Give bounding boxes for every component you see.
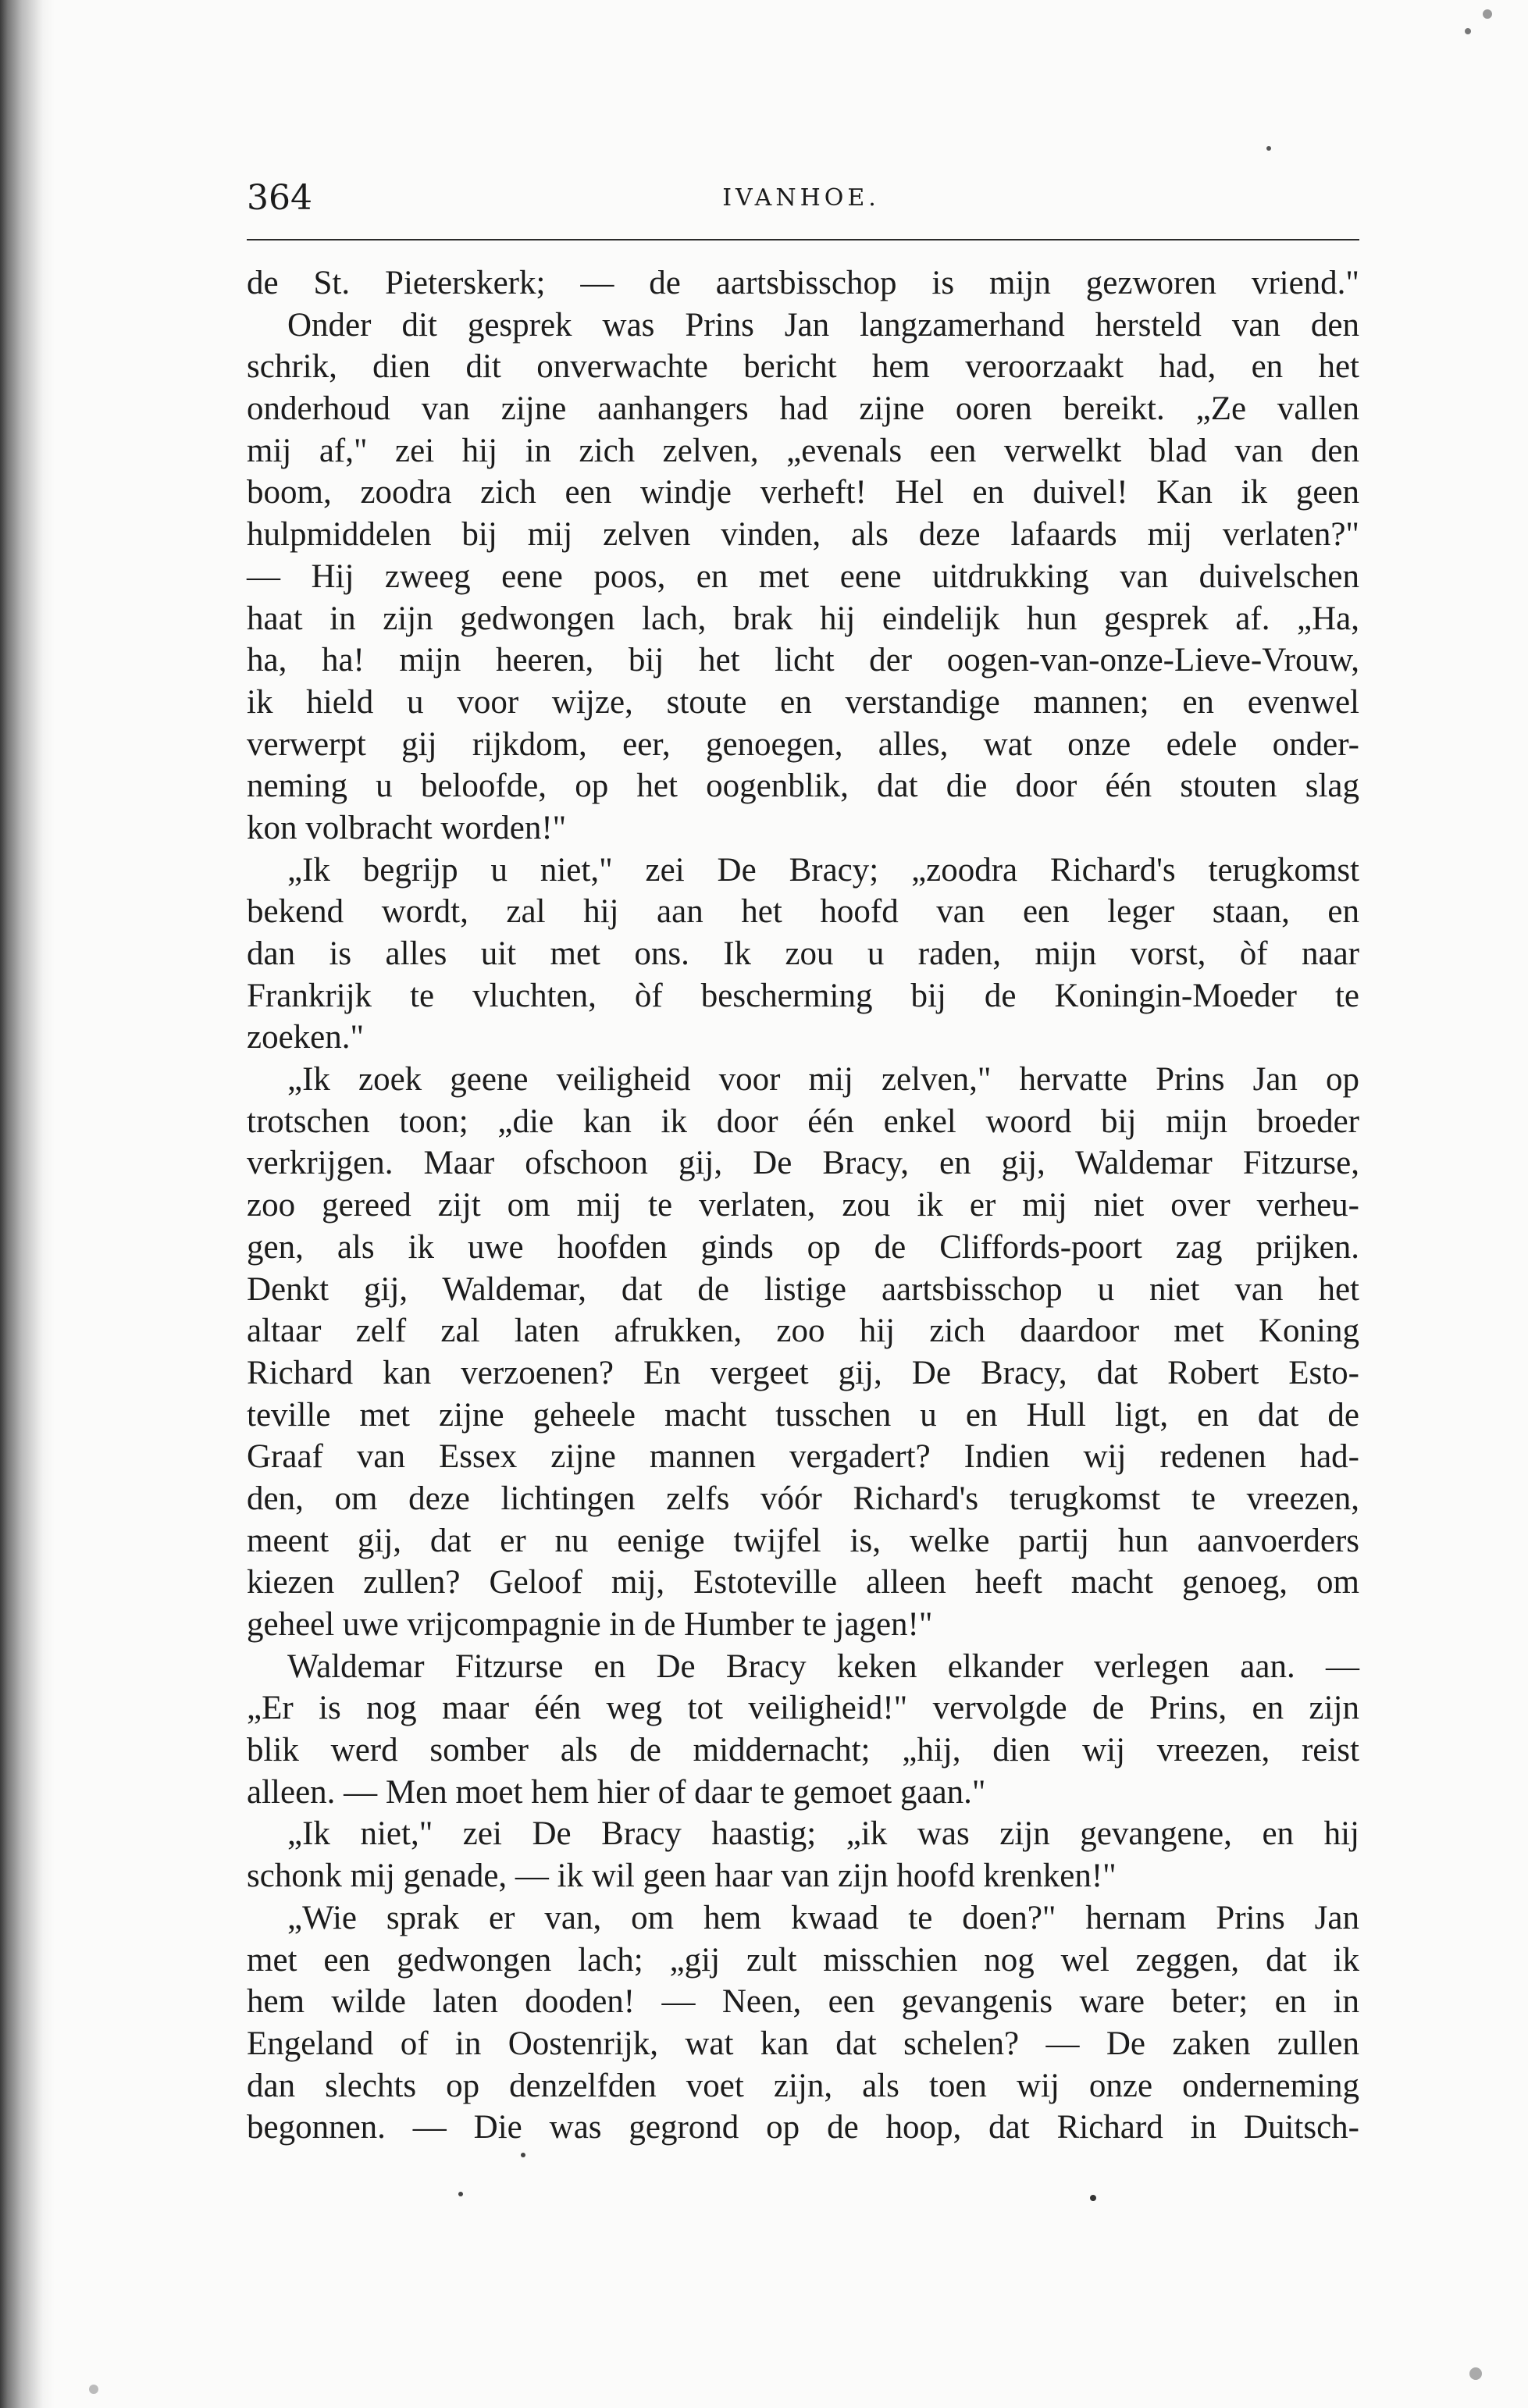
header-rule: [247, 239, 1359, 240]
text-line: Engeland of in Oostenrijk, wat kan dat schelen? — De zaken zullen: [247, 2025, 1359, 2062]
text-line: Denkt gij, Waldemar, dat de listige aartsbisschop u niet van het: [247, 1270, 1359, 1308]
text-line: schonk mij genade, — ik wil geen haar van zijn hoofd krenken!": [247, 1858, 1117, 1895]
text-line: kiezen zullen? Geloof mij, Estoteville alleen heeft macht genoeg, om: [247, 1564, 1359, 1601]
text-line: — Hij zweeg eene poos, en met eene uitdrukking van duivelschen: [247, 557, 1359, 595]
text-line: Richard kan verzoenen? En vergeet gij, De Bracy, dat Robert Esto-: [247, 1354, 1359, 1391]
text-line: Graaf van Essex zijne mannen vergadert? Indien wij redenen had-: [247, 1438, 1359, 1476]
text-line: meent gij, dat er nu eenige twijfel is, welke partij hun aanvoerders: [247, 1522, 1359, 1559]
text-line: Waldemar Fitzurse en De Bracy keken elkander verlegen aan. —: [287, 1647, 1359, 1685]
text-line: de St. Pieterskerk; — de aartsbisschop is mijn gezworen vriend.": [247, 265, 1359, 301]
text-line: ha, ha! mijn heeren, bij het licht der oogen-van-onze-Lieve-Vrouw,: [247, 642, 1359, 679]
text-line: trotschen toon; „die kan ik door één enkel woord bij mijn broeder: [247, 1102, 1359, 1140]
speck: [1090, 2195, 1096, 2201]
text-line: dan is alles uit met ons. Ik zou u raden, mijn vorst, òf naar: [247, 935, 1359, 972]
text-line: mij af," zei hij in zich zelven, „evenals een verwelkt blad van den: [247, 432, 1359, 469]
text-line: Onder dit gesprek was Prins Jan langzamerhand hersteld van den: [287, 306, 1359, 344]
text-line: boom, zoodra zich een windje verheft! Hel en duivel! Kan ik geen: [247, 474, 1359, 511]
speck: [458, 2192, 463, 2196]
text-line: dan slechts op denzelfden voet zijn, als toen wij onze onderneming: [247, 2067, 1359, 2104]
speck: [1469, 2367, 1482, 2380]
speck: [1483, 9, 1492, 19]
text-line: zoo gereed zijt om mij te verlaten, zou ik er mij niet over verheu-: [247, 1187, 1359, 1224]
text-line: teville met zijne geheele macht tusschen u en Hull ligt, en dat de: [247, 1396, 1359, 1434]
speck: [89, 2385, 98, 2394]
text-line: alleen. — Men moet hem hier of daar te gemoet gaan.": [247, 1773, 986, 1811]
text-line: begonnen. — Die was gegrond op de hoop, dat Richard in Duitsch-: [247, 2109, 1359, 2146]
text-line: hem wilde laten dooden! — Neen, een gevangenis ware beter; en in: [247, 1983, 1359, 2021]
text-line: den, om deze lichtingen zelfs vóór Richard's terugkomst te vreezen,: [247, 1480, 1359, 1517]
running-title: IVANHOE.: [722, 184, 880, 212]
body-text: [247, 262, 1359, 2149]
text-line: „Ik begrijp u niet," zei De Bracy; „zoodra Richard's terugkomst: [287, 851, 1359, 889]
text-line: „Er is nog maar één weg tot veiligheid!" vervolgde de Prins, en zijn: [247, 1690, 1359, 1727]
text-line: bekend wordt, zal hij aan het hoofd van een leger staan, en: [247, 893, 1359, 931]
text-line: verkrijgen. Maar ofschoon gij, De Bracy, en gij, Waldemar Fitzurse,: [247, 1145, 1359, 1182]
text-line: „Ik niet," zei De Bracy haastig; „ik was zijn gevangene, en hij: [287, 1815, 1359, 1853]
text-line: verwerpt gij rijkdom, eer, genoegen, alles, wat onze edele onder-: [247, 725, 1359, 763]
text-line: neming u beloofde, op het oogenblik, dat die door één stouten slag: [247, 768, 1359, 805]
text-line: gen, als ik uwe hoofden ginds op de Cliffords-poort zag prijken.: [247, 1228, 1359, 1266]
text-line: schrik, dien dit onverwachte bericht hem veroorzaakt had, en het: [247, 348, 1359, 386]
text-line: altaar zelf zal laten afrukken, zoo hij zich daardoor met Koning: [247, 1313, 1359, 1350]
text-line: geheel uwe vrijcompagnie in de Humber te jagen!": [247, 1606, 933, 1643]
text-line: Frankrijk te vluchten, òf bescherming bij de Koningin-Moeder te: [247, 977, 1359, 1014]
text-line: ik hield u voor wijze, stoute en verstandige mannen; en evenwel: [247, 683, 1359, 721]
text-line: zoeken.": [247, 1019, 365, 1056]
speck: [1266, 146, 1271, 151]
text-line: haat in zijn gedwongen lach, brak hij eindelijk hun gesprek af. „Ha,: [247, 600, 1359, 637]
speck: [1465, 28, 1471, 34]
text-line: „Wie sprak er van, om hem kwaad te doen?" hernam Prins Jan: [287, 1899, 1359, 1936]
text-line: kon volbracht worden!": [247, 809, 567, 846]
page-number: 364: [247, 178, 312, 218]
text-line: met een gedwongen lach; „gij zult misschien nog wel zeggen, dat ik: [247, 1941, 1359, 1979]
speck: [521, 2153, 525, 2157]
text-line: „Ik zoek geene veiligheid voor mij zelven," hervatte Prins Jan op: [287, 1061, 1359, 1099]
text-line: hulpmiddelen bij mij zelven vinden, als deze lafaards mij verlaten?": [247, 516, 1359, 554]
page-header: [247, 178, 1355, 240]
text-line: onderhoud van zijne aanhangers had zijne ooren bereikt. „Ze vallen: [247, 390, 1359, 428]
text-line: blik werd somber als de middernacht; „hij, dien wij vreezen, reist: [247, 1732, 1359, 1769]
